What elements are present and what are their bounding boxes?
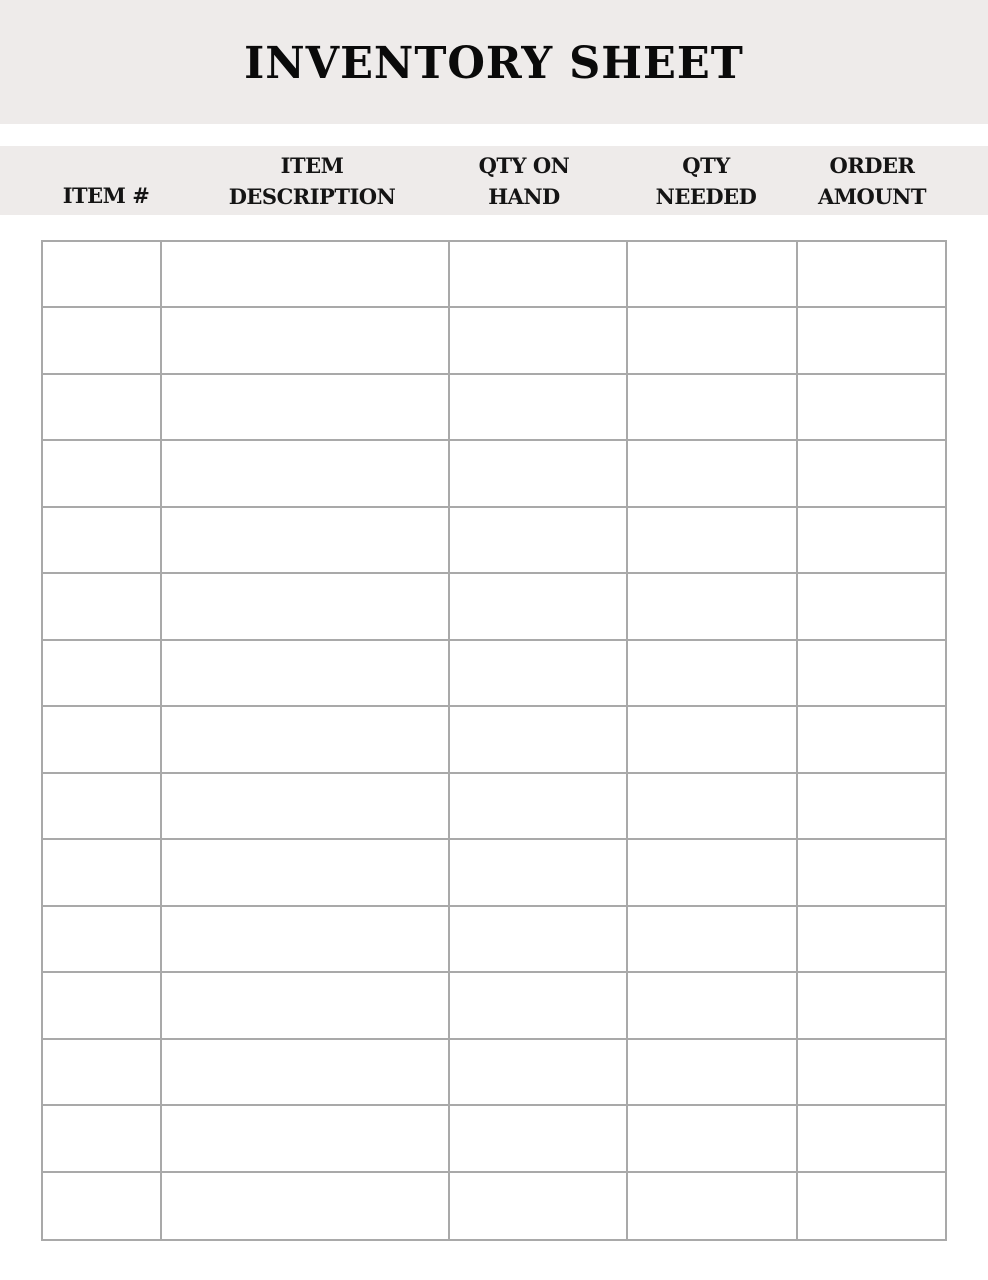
table-cell-item-number[interactable] <box>43 973 162 1039</box>
table-cell-qty-needed[interactable] <box>628 441 798 507</box>
table-cell-order-amount[interactable] <box>798 641 945 707</box>
table-cell-qty-on-hand[interactable] <box>450 375 628 441</box>
column-header-qty-on-hand <box>440 146 608 215</box>
table-cell-qty-needed[interactable] <box>628 1040 798 1106</box>
inventory-table <box>41 240 947 1241</box>
table-cell-qty-needed[interactable] <box>628 375 798 441</box>
column-header-label: QTY ON <box>478 152 570 178</box>
table-cell-qty-on-hand[interactable] <box>450 707 628 773</box>
table-cell-item-description[interactable] <box>162 508 450 574</box>
table-cell-order-amount[interactable] <box>798 840 945 906</box>
table-cell-item-number[interactable] <box>43 308 162 374</box>
table-cell-item-description[interactable] <box>162 1173 450 1239</box>
table-cell-qty-on-hand[interactable] <box>450 441 628 507</box>
table-cell-qty-needed[interactable] <box>628 973 798 1039</box>
table-cell-item-number[interactable] <box>43 641 162 707</box>
table-cell-item-description[interactable] <box>162 907 450 973</box>
column-header-label: NEEDED <box>655 183 757 209</box>
table-cell-qty-on-hand[interactable] <box>450 574 628 640</box>
table-cell-order-amount[interactable] <box>798 907 945 973</box>
table-cell-qty-on-hand[interactable] <box>450 1173 628 1239</box>
column-header-item-description <box>162 146 462 215</box>
table-cell-order-amount[interactable] <box>798 308 945 374</box>
table-cell-order-amount[interactable] <box>798 1173 945 1239</box>
table-cell-order-amount[interactable] <box>798 774 945 840</box>
table-cell-item-number[interactable] <box>43 375 162 441</box>
table-cell-item-description[interactable] <box>162 574 450 640</box>
table-cell-qty-needed[interactable] <box>628 774 798 840</box>
table-cell-order-amount[interactable] <box>798 574 945 640</box>
table-cell-order-amount[interactable] <box>798 242 945 308</box>
page-title: INVENTORY SHEET <box>244 37 744 89</box>
column-header-label: ORDER <box>829 152 915 178</box>
table-cell-item-number[interactable] <box>43 441 162 507</box>
table-cell-item-description[interactable] <box>162 1040 450 1106</box>
table-cell-qty-on-hand[interactable] <box>450 907 628 973</box>
table-cell-item-description[interactable] <box>162 840 450 906</box>
table-cell-order-amount[interactable] <box>798 707 945 773</box>
column-header-label: AMOUNT <box>818 183 926 209</box>
table-cell-item-description[interactable] <box>162 242 450 308</box>
table-cell-qty-on-hand[interactable] <box>450 1106 628 1172</box>
table-cell-qty-needed[interactable] <box>628 707 798 773</box>
table-cell-qty-needed[interactable] <box>628 242 798 308</box>
table-cell-item-number[interactable] <box>43 774 162 840</box>
table-cell-item-description[interactable] <box>162 1106 450 1172</box>
table-cell-qty-needed[interactable] <box>628 308 798 374</box>
column-header-label: HAND <box>488 183 560 209</box>
table-cell-qty-on-hand[interactable] <box>450 242 628 308</box>
column-header-item-number <box>41 146 171 215</box>
table-cell-item-number[interactable] <box>43 242 162 308</box>
column-header-order-amount <box>796 146 948 215</box>
table-cell-item-description[interactable] <box>162 441 450 507</box>
column-header-label: ITEM # <box>62 183 150 208</box>
title-band <box>0 0 988 124</box>
table-cell-item-number[interactable] <box>43 707 162 773</box>
table-cell-qty-on-hand[interactable] <box>450 774 628 840</box>
table-cell-item-number[interactable] <box>43 574 162 640</box>
table-cell-qty-needed[interactable] <box>628 574 798 640</box>
table-cell-order-amount[interactable] <box>798 508 945 574</box>
table-cell-item-description[interactable] <box>162 308 450 374</box>
table-cell-item-number[interactable] <box>43 840 162 906</box>
table-cell-qty-needed[interactable] <box>628 1173 798 1239</box>
table-cell-item-description[interactable] <box>162 973 450 1039</box>
table-cell-item-description[interactable] <box>162 707 450 773</box>
column-header-band <box>0 146 988 215</box>
table-cell-item-number[interactable] <box>43 508 162 574</box>
table-cell-qty-on-hand[interactable] <box>450 973 628 1039</box>
table-cell-order-amount[interactable] <box>798 375 945 441</box>
table-cell-item-number[interactable] <box>43 907 162 973</box>
table-cell-item-number[interactable] <box>43 1040 162 1106</box>
table-cell-qty-needed[interactable] <box>628 907 798 973</box>
table-cell-item-description[interactable] <box>162 375 450 441</box>
column-header-label: QTY <box>682 152 730 178</box>
column-header-label: DESCRIPTION <box>228 183 396 209</box>
table-cell-qty-needed[interactable] <box>628 508 798 574</box>
table-cell-item-description[interactable] <box>162 774 450 840</box>
column-header-qty-needed <box>628 146 784 215</box>
table-cell-item-description[interactable] <box>162 641 450 707</box>
column-header-label: ITEM <box>280 152 344 178</box>
table-cell-qty-on-hand[interactable] <box>450 508 628 574</box>
table-cell-qty-on-hand[interactable] <box>450 641 628 707</box>
table-cell-qty-on-hand[interactable] <box>450 1040 628 1106</box>
table-cell-item-number[interactable] <box>43 1173 162 1239</box>
table-cell-item-number[interactable] <box>43 1106 162 1172</box>
table-cell-qty-needed[interactable] <box>628 1106 798 1172</box>
table-cell-qty-on-hand[interactable] <box>450 840 628 906</box>
table-cell-order-amount[interactable] <box>798 441 945 507</box>
table-cell-qty-on-hand[interactable] <box>450 308 628 374</box>
table-cell-order-amount[interactable] <box>798 1040 945 1106</box>
table-cell-order-amount[interactable] <box>798 1106 945 1172</box>
table-cell-qty-needed[interactable] <box>628 641 798 707</box>
table-cell-qty-needed[interactable] <box>628 840 798 906</box>
table-cell-order-amount[interactable] <box>798 973 945 1039</box>
